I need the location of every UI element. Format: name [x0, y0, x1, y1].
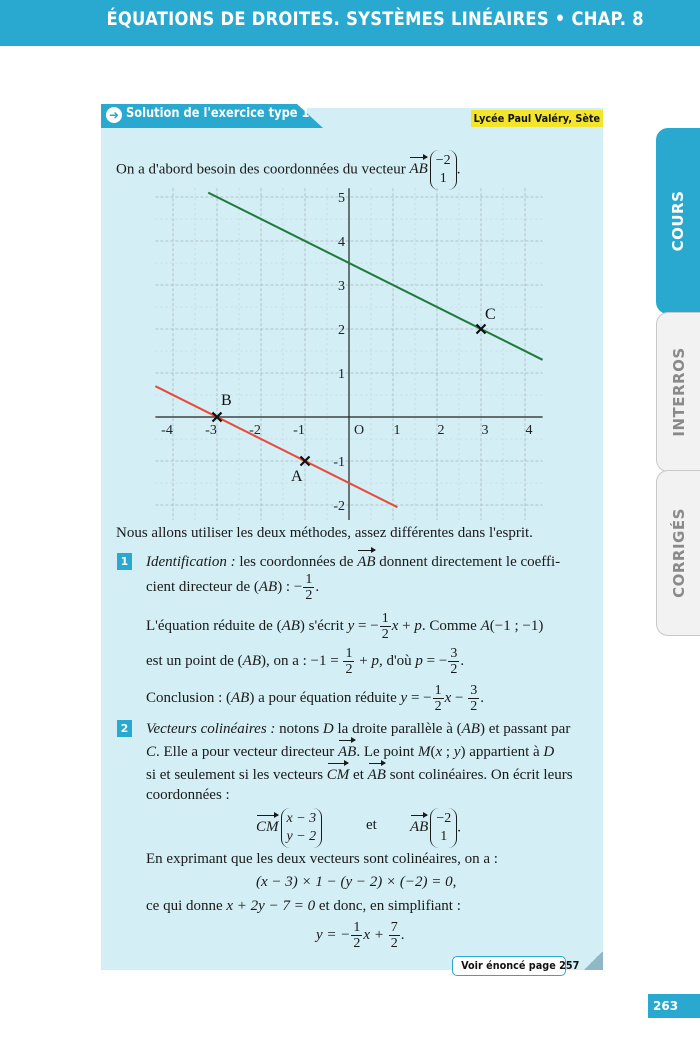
frac-den: 2: [390, 936, 398, 951]
solution-title: Solution de l'exercice type 1: [126, 106, 310, 121]
m1-var: AB: [231, 689, 250, 706]
vector-ab-coords: [410, 808, 461, 848]
y-tick-label: -2: [333, 499, 345, 514]
method-1-line-1: [146, 553, 560, 571]
m2-var: AB: [461, 721, 480, 737]
method-2-line-3: [146, 766, 573, 784]
frac-num: 1: [381, 611, 389, 626]
page-number: 263: [648, 994, 700, 1018]
m1-text: ) : −: [277, 578, 303, 595]
m2-text: et: [349, 767, 368, 783]
et-word: et: [366, 817, 377, 833]
m1-var: y: [400, 689, 408, 706]
tab-interros-label: INTERROS: [669, 347, 688, 437]
cartesian-equation: x + 2y − 7 = 0: [226, 898, 316, 914]
x-tick-label: -3: [205, 423, 217, 438]
method-2-line-2: [146, 743, 554, 761]
frac-den: 2: [345, 662, 353, 677]
intro-text: On a d'abord besoin des coordonnées du vecteur: [116, 161, 406, 178]
y-tick-label: 4: [338, 235, 345, 250]
m1-var: x: [391, 617, 399, 634]
m1-text: .: [460, 652, 465, 669]
intro-end: .: [456, 161, 461, 178]
method-2-line-1: [146, 720, 570, 738]
m2-text: notons: [275, 721, 323, 737]
m1-text: +: [398, 617, 415, 634]
point-label-b: B: [221, 392, 232, 409]
m2-text: sont colinéaires. On écrit leurs: [385, 767, 573, 783]
m1-text: −: [451, 689, 468, 706]
m1-var: AB: [281, 617, 300, 634]
x-tick-label: 2: [437, 423, 445, 438]
m2-var: D: [543, 744, 555, 760]
m1-var: A: [480, 617, 490, 634]
x-tick-label: O: [353, 423, 365, 438]
collinearity-equation: (x − 3) × 1 − (y − 2) × (−2) = 0,: [256, 874, 457, 890]
m1-text: Conclusion : (: [146, 689, 231, 706]
m2-var: x: [435, 744, 443, 760]
m1-var: p: [414, 617, 422, 634]
m2-text: la droite parallèle à (: [333, 721, 462, 737]
vector-cm: CM: [256, 819, 279, 836]
tab-cours[interactable]: [656, 128, 700, 314]
fraction-1-2: [343, 646, 354, 677]
m1-text: ), on a : −1 =: [260, 652, 343, 669]
m1-var: p: [415, 652, 423, 669]
cm-coord-bottom: y − 2: [286, 829, 317, 844]
fraction-3-2: [448, 646, 459, 677]
frac-den: 2: [305, 588, 313, 603]
m2-text: y = −: [316, 926, 351, 943]
method-1-line-4: [146, 646, 464, 677]
y-tick-label: 1: [338, 367, 345, 382]
vector-ab: AB: [410, 819, 429, 836]
fraction-3-2: [468, 683, 479, 714]
frac-num: 1: [434, 683, 442, 698]
vector-ab: AB: [357, 554, 376, 570]
chapter-header: [0, 0, 700, 46]
m1-text: .: [315, 578, 320, 595]
tab-corriges[interactable]: [656, 470, 700, 636]
method-1-conclusion: [146, 683, 484, 714]
m2-text: . Elle a pour vecteur directeur: [156, 744, 339, 760]
m2-text: . Le point: [356, 744, 418, 760]
m1-text: .: [480, 689, 485, 706]
vector-cm: CM: [326, 767, 350, 783]
tab-cours-label: COURS: [669, 190, 687, 252]
m1-text: = −: [407, 689, 432, 706]
frac-num: 7: [390, 920, 398, 935]
m2-text: si et seulement si les vecteurs: [146, 767, 327, 783]
frac-num: 1: [345, 646, 353, 661]
method-1-badge: 1: [117, 553, 132, 570]
y-tick-label: -1: [333, 455, 345, 470]
method-1-title: Identification :: [146, 554, 236, 570]
m2-text: ce qui donne: [146, 898, 227, 914]
y-tick-label: 3: [338, 279, 345, 294]
frac-den: 2: [450, 662, 458, 677]
frac-num: 1: [305, 572, 313, 587]
m1-text: ) a pour équation réduite: [249, 689, 401, 706]
x-tick-label: -2: [249, 423, 261, 438]
vector-cm-coords: [256, 808, 322, 848]
point-label-c: C: [485, 306, 496, 323]
x-tick-label: -1: [293, 423, 305, 438]
coordinate-graph: [150, 180, 550, 520]
m2-text: et donc, en simplifiant :: [315, 898, 461, 914]
method-1-line-3: [146, 611, 543, 642]
fraction-1-2: [380, 611, 391, 642]
m2-text: ;: [442, 744, 454, 760]
arrow-right-icon: ➜: [106, 107, 122, 123]
x-tick-label: 4: [525, 423, 533, 438]
m1-var: x: [444, 689, 452, 706]
m2-text: ) appartient à: [460, 744, 544, 760]
m1-text: ) s'écrit: [299, 617, 348, 634]
vector-ab: AB: [367, 767, 386, 783]
source-badge: Lycée Paul Valéry, Sète: [471, 110, 603, 127]
fraction-1-2: [433, 683, 444, 714]
m2-var: C: [146, 744, 157, 760]
voir-enonce-link[interactable]: [452, 956, 580, 976]
fraction-1-2: [351, 920, 362, 951]
tab-corriges-label: CORRIGÉS: [669, 508, 688, 598]
m1-text: L'équation réduite de (: [146, 617, 282, 634]
x-tick-label: -4: [161, 423, 173, 438]
final-equation: [316, 920, 404, 951]
y-tick-label: 5: [338, 191, 345, 206]
m2-text: (: [430, 744, 436, 760]
m1-text: donnent directement le coeffi-: [375, 554, 561, 570]
frac-num: 3: [450, 646, 458, 661]
m1-text: = −: [422, 652, 448, 669]
ab-coords: [430, 808, 457, 848]
m2-var: D: [322, 721, 334, 737]
m1-text: , d'où: [378, 652, 416, 669]
m1-var: AB: [258, 578, 278, 595]
m1-text: = −: [354, 617, 379, 634]
frac-den: 2: [470, 699, 478, 714]
tab-interros[interactable]: [656, 312, 700, 472]
m2-text: x +: [363, 926, 388, 943]
method-2-line-5: En exprimant que les deux vecteurs sont colinéaires, on a :: [146, 851, 498, 867]
frac-num: 1: [353, 920, 361, 935]
m2-var: M: [418, 744, 431, 760]
m1-var: AB: [242, 652, 261, 669]
fraction-7-2: [389, 920, 400, 951]
methods-intro: Nous allons utiliser les deux méthodes, assez différentes dans l'esprit.: [116, 525, 533, 541]
frac-den: 2: [434, 699, 442, 714]
frac-den: 2: [353, 936, 361, 951]
ab-coord-top: −2: [435, 153, 451, 168]
m1-text: (−1 ; −1): [489, 617, 544, 634]
voir-enonce-label: Voir énoncé page 257: [461, 959, 580, 972]
ab-coord-top: −2: [436, 811, 452, 826]
line-ab: [155, 386, 397, 507]
vector-ab: AB: [409, 161, 428, 178]
frac-num: 3: [470, 683, 478, 698]
frac-den: 2: [381, 627, 389, 642]
cm-coords: [281, 808, 323, 848]
m2-var: y: [453, 744, 461, 760]
cm-coord-top: x − 3: [286, 811, 317, 826]
m1-text: cient directeur de (: [146, 578, 259, 595]
fraction-1-2: [303, 572, 314, 603]
method-2-badge: 2: [117, 720, 132, 737]
x-tick-label: 3: [481, 423, 489, 438]
method-1-line-2: [146, 572, 319, 603]
m2-text: ) et passant par: [479, 721, 571, 737]
m2-text: .: [457, 819, 461, 836]
m1-var: p: [371, 652, 379, 669]
method-2-title: Vecteurs colinéaires :: [146, 721, 276, 737]
m1-var: y: [347, 617, 355, 634]
method-2-line-4: coordonnées :: [146, 787, 230, 803]
m2-text: .: [400, 926, 405, 943]
page-fold: [583, 952, 603, 970]
point-label-a: A: [291, 468, 303, 485]
m1-text: . Comme: [421, 617, 481, 634]
vector-ab: AB: [338, 744, 357, 760]
chapter-title: ÉQUATIONS DE DROITES. SYSTÈMES LINÉAIRES • CHAP. 8: [106, 8, 644, 30]
ab-coord-bottom: 1: [440, 829, 448, 844]
y-tick-label: 2: [338, 323, 345, 338]
ab-coord-bottom: 1: [439, 171, 447, 186]
x-tick-label: 1: [393, 423, 401, 438]
m1-text: les coordonnées de: [235, 554, 358, 570]
method-2-line-6: [146, 897, 461, 915]
m1-text: +: [355, 652, 372, 669]
m1-text: est un point de (: [146, 652, 243, 669]
line-d: [208, 193, 542, 360]
